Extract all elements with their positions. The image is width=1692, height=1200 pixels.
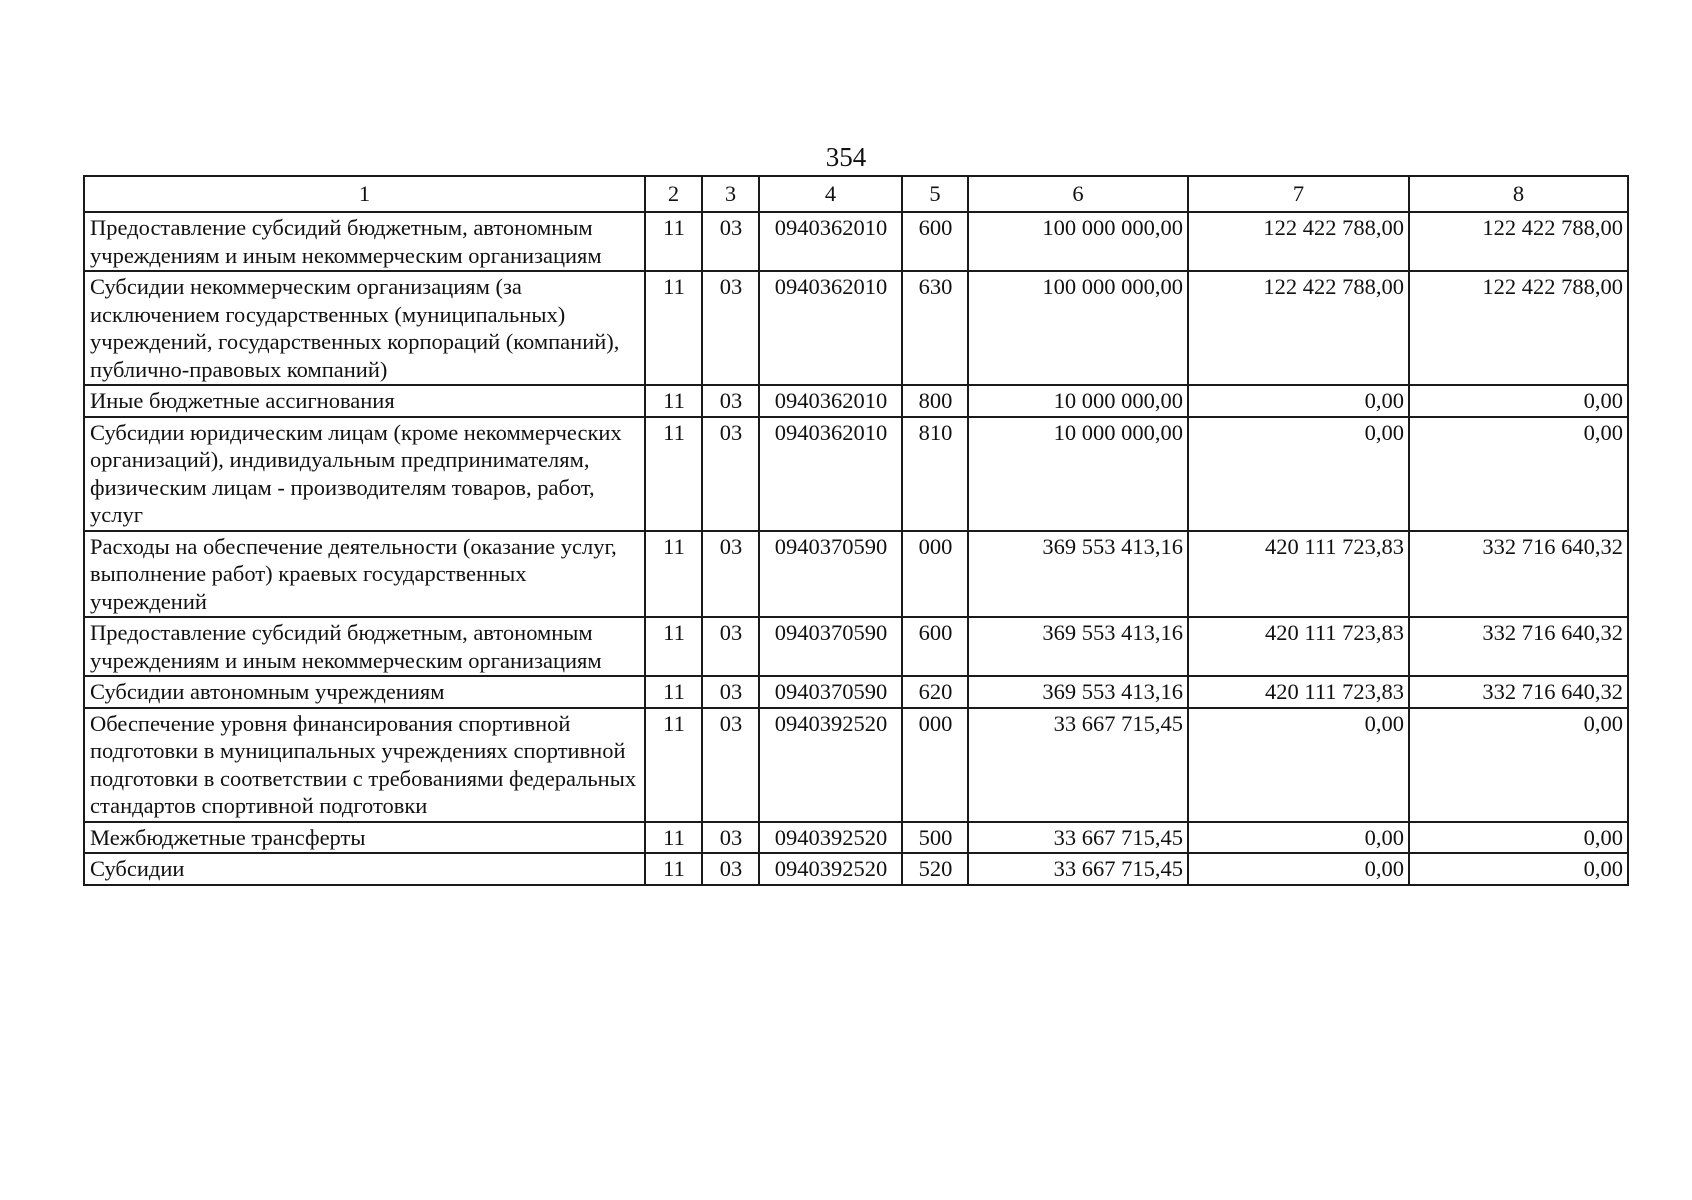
header-col-4: 4 bbox=[759, 176, 902, 212]
section-code: 11 bbox=[645, 417, 702, 531]
subsection-code: 03 bbox=[702, 617, 759, 676]
amount-col-7: 0,00 bbox=[1188, 708, 1409, 822]
section-code: 11 bbox=[645, 385, 702, 417]
amount-col-6: 100 000 000,00 bbox=[968, 212, 1188, 271]
amount-col-6: 10 000 000,00 bbox=[968, 385, 1188, 417]
section-code: 11 bbox=[645, 708, 702, 822]
subsection-code: 03 bbox=[702, 212, 759, 271]
amount-col-7: 0,00 bbox=[1188, 853, 1409, 885]
target-article-code: 0940370590 bbox=[759, 531, 902, 618]
table-row bbox=[84, 385, 1628, 417]
amount-col-7: 122 422 788,00 bbox=[1188, 271, 1409, 385]
expense-name: Межбюджетные трансферты bbox=[84, 822, 645, 854]
amount-col-7: 420 111 723,83 bbox=[1188, 617, 1409, 676]
target-article-code: 0940362010 bbox=[759, 212, 902, 271]
amount-col-8: 0,00 bbox=[1409, 708, 1628, 822]
header-col-8: 8 bbox=[1409, 176, 1628, 212]
expense-name: Обеспечение уровня финансирования спортивной подготовки в муниципальных учреждениях спортивной подготовки в соответствии с требованиями федеральных стандартов спортивной подготовки bbox=[84, 708, 645, 822]
amount-col-6: 10 000 000,00 bbox=[968, 417, 1188, 531]
expense-name: Предоставление субсидий бюджетным, автономным учреждениям и иным некоммерческим организациям bbox=[84, 617, 645, 676]
amount-col-6: 369 553 413,16 bbox=[968, 531, 1188, 618]
expense-type-code: 000 bbox=[902, 708, 968, 822]
target-article-code: 0940362010 bbox=[759, 385, 902, 417]
amount-col-8: 0,00 bbox=[1409, 822, 1628, 854]
header-col-3: 3 bbox=[702, 176, 759, 212]
amount-col-7: 0,00 bbox=[1188, 822, 1409, 854]
expense-type-code: 600 bbox=[902, 617, 968, 676]
expense-type-code: 800 bbox=[902, 385, 968, 417]
target-article-code: 0940362010 bbox=[759, 271, 902, 385]
amount-col-8: 332 716 640,32 bbox=[1409, 617, 1628, 676]
subsection-code: 03 bbox=[702, 417, 759, 531]
subsection-code: 03 bbox=[702, 708, 759, 822]
table-row bbox=[84, 417, 1628, 531]
subsection-code: 03 bbox=[702, 853, 759, 885]
section-code: 11 bbox=[645, 212, 702, 271]
section-code: 11 bbox=[645, 531, 702, 618]
expense-name: Субсидии юридическим лицам (кроме некоммерческих организаций), индивидуальным предпринимателям, физическим лицам - производителям товаров, работ, услуг bbox=[84, 417, 645, 531]
amount-col-7: 420 111 723,83 bbox=[1188, 676, 1409, 708]
amount-col-6: 33 667 715,45 bbox=[968, 708, 1188, 822]
expense-name: Субсидии некоммерческим организациям (за исключением государственных (муниципальных) учреждений, государственных корпораций (компаний), публично-правовых компаний) bbox=[84, 271, 645, 385]
expense-name: Предоставление субсидий бюджетным, автономным учреждениям и иным некоммерческим организациям bbox=[84, 212, 645, 271]
table-row bbox=[84, 531, 1628, 618]
expense-name: Расходы на обеспечение деятельности (оказание услуг, выполнение работ) краевых государственных учреждений bbox=[84, 531, 645, 618]
header-row bbox=[84, 176, 1628, 212]
target-article-code: 0940370590 bbox=[759, 676, 902, 708]
table-row bbox=[84, 822, 1628, 854]
expense-name: Иные бюджетные ассигнования bbox=[84, 385, 645, 417]
page-number: 354 bbox=[825, 142, 867, 172]
target-article-code: 0940362010 bbox=[759, 417, 902, 531]
amount-col-6: 33 667 715,45 bbox=[968, 822, 1188, 854]
table-row bbox=[84, 853, 1628, 885]
table-row bbox=[84, 708, 1628, 822]
amount-col-8: 0,00 bbox=[1409, 417, 1628, 531]
table-header bbox=[84, 176, 1628, 212]
expense-type-code: 810 bbox=[902, 417, 968, 531]
expense-type-code: 520 bbox=[902, 853, 968, 885]
header-col-6: 6 bbox=[968, 176, 1188, 212]
subsection-code: 03 bbox=[702, 531, 759, 618]
section-code: 11 bbox=[645, 822, 702, 854]
subsection-code: 03 bbox=[702, 676, 759, 708]
amount-col-8: 0,00 bbox=[1409, 853, 1628, 885]
target-article-code: 0940392520 bbox=[759, 853, 902, 885]
amount-col-7: 122 422 788,00 bbox=[1188, 212, 1409, 271]
section-code: 11 bbox=[645, 617, 702, 676]
target-article-code: 0940370590 bbox=[759, 617, 902, 676]
amount-col-6: 369 553 413,16 bbox=[968, 676, 1188, 708]
amount-col-7: 420 111 723,83 bbox=[1188, 531, 1409, 618]
section-code: 11 bbox=[645, 853, 702, 885]
header-col-2: 2 bbox=[645, 176, 702, 212]
table-row bbox=[84, 212, 1628, 271]
amount-col-7: 0,00 bbox=[1188, 417, 1409, 531]
header-col-5: 5 bbox=[902, 176, 968, 212]
expense-type-code: 630 bbox=[902, 271, 968, 385]
amount-col-8: 122 422 788,00 bbox=[1409, 212, 1628, 271]
table-row bbox=[84, 617, 1628, 676]
table-body bbox=[84, 212, 1628, 885]
expense-name: Субсидии bbox=[84, 853, 645, 885]
subsection-code: 03 bbox=[702, 822, 759, 854]
subsection-code: 03 bbox=[702, 271, 759, 385]
expense-type-code: 500 bbox=[902, 822, 968, 854]
amount-col-7: 0,00 bbox=[1188, 385, 1409, 417]
amount-col-8: 332 716 640,32 bbox=[1409, 531, 1628, 618]
table-row bbox=[84, 271, 1628, 385]
amount-col-8: 122 422 788,00 bbox=[1409, 271, 1628, 385]
amount-col-6: 33 667 715,45 bbox=[968, 853, 1188, 885]
section-code: 11 bbox=[645, 676, 702, 708]
table-row bbox=[84, 676, 1628, 708]
amount-col-8: 332 716 640,32 bbox=[1409, 676, 1628, 708]
amount-col-8: 0,00 bbox=[1409, 385, 1628, 417]
amount-col-6: 369 553 413,16 bbox=[968, 617, 1188, 676]
expense-type-code: 600 bbox=[902, 212, 968, 271]
target-article-code: 0940392520 bbox=[759, 708, 902, 822]
header-col-1: 1 bbox=[84, 176, 645, 212]
header-col-7: 7 bbox=[1188, 176, 1409, 212]
expense-name: Субсидии автономным учреждениям bbox=[84, 676, 645, 708]
section-code: 11 bbox=[645, 271, 702, 385]
expense-type-code: 620 bbox=[902, 676, 968, 708]
expense-type-code: 000 bbox=[902, 531, 968, 618]
amount-col-6: 100 000 000,00 bbox=[968, 271, 1188, 385]
target-article-code: 0940392520 bbox=[759, 822, 902, 854]
subsection-code: 03 bbox=[702, 385, 759, 417]
budget-table bbox=[83, 175, 1629, 886]
